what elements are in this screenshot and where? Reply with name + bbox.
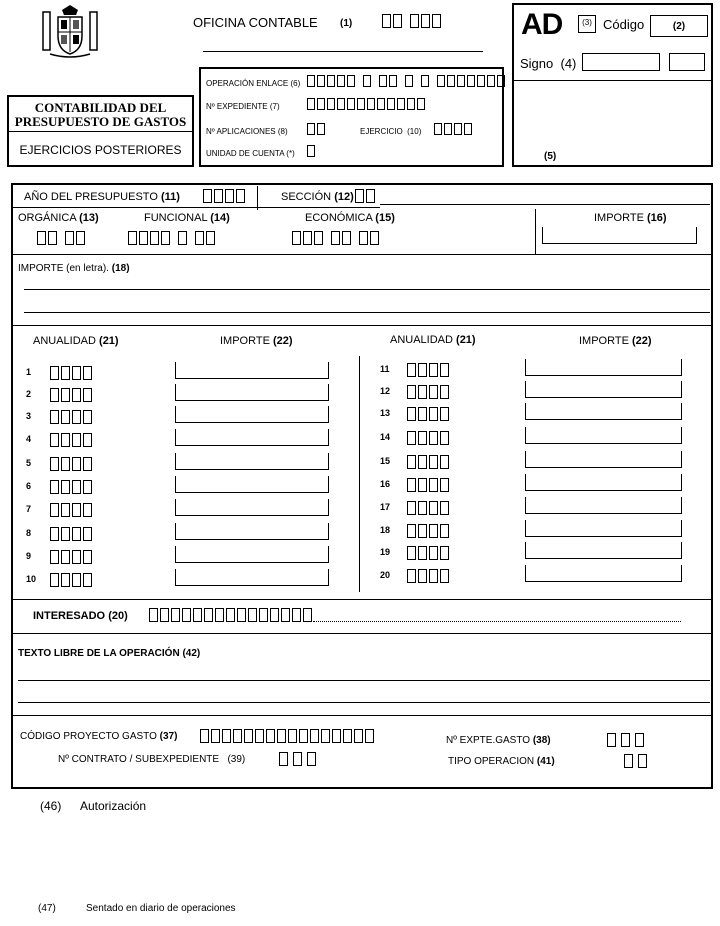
organica-label: ORGÁNICA (13) bbox=[18, 212, 99, 224]
annuity-year-boxes[interactable] bbox=[50, 550, 92, 564]
importe-right-label: IMPORTE (22) bbox=[579, 335, 652, 347]
annuity-row-number: 4 bbox=[26, 434, 32, 444]
texto-libre-line-2[interactable] bbox=[18, 702, 710, 703]
economica-boxes[interactable] bbox=[292, 231, 379, 245]
expte-gasto-label: Nº EXPTE.GASTO (38) bbox=[446, 735, 551, 746]
annuity-row-number: 1 bbox=[26, 367, 32, 377]
texto-libre-label: TEXTO LIBRE DE LA OPERACIÓN (42) bbox=[18, 648, 201, 659]
op-enlace-boxes[interactable] bbox=[307, 75, 505, 87]
signo-input-1[interactable] bbox=[582, 53, 660, 71]
funcional-label: FUNCIONAL (14) bbox=[144, 212, 230, 224]
annuity-row-number: 2 bbox=[26, 389, 32, 399]
seccion-label: SECCIÓN (12) bbox=[281, 191, 354, 203]
annuity-importe-input[interactable] bbox=[525, 359, 682, 376]
contabilidad-title-2: PRESUPUESTO DE GASTOS bbox=[14, 114, 187, 129]
annuity-importe-input[interactable] bbox=[525, 474, 682, 491]
oficina-contable-label: OFICINA CONTABLE bbox=[193, 15, 318, 30]
annuity-importe-input[interactable] bbox=[525, 565, 682, 582]
annuity-row-number: 20 bbox=[380, 570, 391, 580]
importe-letra-line-2[interactable] bbox=[24, 312, 710, 313]
anualidad-left-label: ANUALIDAD (21) bbox=[33, 335, 119, 347]
annuity-row-number: 11 bbox=[380, 364, 390, 374]
annuity-year-boxes[interactable] bbox=[50, 480, 92, 494]
ejercicio-boxes[interactable] bbox=[434, 123, 472, 135]
annuity-importe-input[interactable] bbox=[175, 546, 329, 563]
annuity-year-boxes[interactable] bbox=[50, 573, 92, 587]
sentado-ref: (47) bbox=[38, 903, 56, 914]
signo-label: Signo (4) bbox=[520, 56, 577, 71]
annuity-row-number: 5 bbox=[26, 458, 32, 468]
annuity-year-boxes[interactable] bbox=[50, 457, 92, 471]
oficina-contable-ref: (1) bbox=[340, 18, 353, 29]
annuity-importe-input[interactable] bbox=[175, 429, 329, 446]
annuity-importe-input[interactable] bbox=[175, 476, 329, 493]
interesado-label: INTERESADO (20) bbox=[33, 610, 128, 622]
annuity-row-number: 3 bbox=[26, 411, 32, 421]
ejercicios-posteriores: EJERCICIOS POSTERIORES bbox=[19, 143, 182, 157]
annuity-year-boxes[interactable] bbox=[407, 524, 449, 538]
autorizacion-label: Autorización bbox=[80, 799, 147, 813]
op-enlace-label: OPERACIÓN ENLACE (6) bbox=[206, 79, 301, 88]
annuity-importe-input[interactable] bbox=[525, 403, 682, 420]
aplicaciones-label: Nº APLICACIONES (8) bbox=[206, 127, 288, 136]
importe-letra-line-1[interactable] bbox=[24, 289, 710, 290]
sentado-label: Sentado en diario de operaciones bbox=[86, 903, 236, 914]
annuity-year-boxes[interactable] bbox=[50, 433, 92, 447]
contrato-label: Nº CONTRATO / SUBEXPEDIENTE (39) bbox=[58, 754, 246, 765]
ad-label: AD bbox=[521, 8, 563, 41]
importe-letra-label: IMPORTE (en letra). (18) bbox=[18, 263, 130, 274]
annuity-importe-input[interactable] bbox=[175, 523, 329, 540]
annuity-importe-input[interactable] bbox=[175, 453, 329, 470]
annuity-year-boxes[interactable] bbox=[50, 388, 92, 402]
funcional-boxes[interactable] bbox=[128, 231, 215, 245]
contabilidad-title-1: CONTABILIDAD DEL bbox=[34, 100, 167, 115]
annuity-year-boxes[interactable] bbox=[407, 546, 449, 560]
annuity-row-number: 8 bbox=[26, 528, 32, 538]
codigo-ref: (2) bbox=[672, 21, 686, 32]
annuity-year-boxes[interactable] bbox=[50, 366, 92, 380]
annuity-row-number: 9 bbox=[26, 551, 32, 561]
annuity-row-number: 18 bbox=[380, 525, 391, 535]
signo-input-2[interactable] bbox=[669, 53, 705, 71]
annuity-importe-input[interactable] bbox=[175, 499, 329, 516]
ad-ref: (3) bbox=[582, 18, 592, 27]
annuity-year-boxes[interactable] bbox=[407, 501, 449, 515]
annuity-year-boxes[interactable] bbox=[407, 478, 449, 492]
annuity-row-number: 10 bbox=[26, 574, 37, 584]
expte-gasto-boxes[interactable] bbox=[607, 733, 644, 747]
annuity-row-number: 15 bbox=[380, 456, 391, 466]
annuity-importe-input[interactable] bbox=[525, 427, 682, 444]
annuity-row-number: 7 bbox=[26, 504, 32, 514]
importe-16-input[interactable] bbox=[542, 227, 697, 244]
annuity-importe-input[interactable] bbox=[175, 406, 329, 423]
annuity-importe-input[interactable] bbox=[525, 381, 682, 398]
annuity-year-boxes[interactable] bbox=[407, 455, 449, 469]
unidad-cuenta-box[interactable] bbox=[307, 145, 315, 157]
annuity-year-boxes[interactable] bbox=[407, 363, 449, 377]
importe-left-label: IMPORTE (22) bbox=[220, 335, 293, 347]
tipo-operacion-label: TIPO OPERACION (41) bbox=[448, 756, 555, 767]
autorizacion-ref: (46) bbox=[40, 799, 62, 813]
unidad-cuenta-label: UNIDAD DE CUENTA (*) bbox=[206, 149, 295, 158]
aplicaciones-boxes[interactable] bbox=[307, 123, 325, 135]
annuity-year-boxes[interactable] bbox=[407, 385, 449, 399]
interesado-boxes[interactable] bbox=[149, 608, 312, 622]
annuity-row-number: 19 bbox=[380, 547, 391, 557]
annuity-row-number: 12 bbox=[380, 386, 391, 396]
ano-presupuesto-boxes[interactable] bbox=[203, 189, 245, 203]
expediente-boxes[interactable] bbox=[307, 98, 425, 110]
annuity-row-number: 17 bbox=[380, 502, 391, 512]
codigo-label: Código bbox=[603, 17, 645, 32]
annuity-year-boxes[interactable] bbox=[407, 407, 449, 421]
tipo-operacion-boxes[interactable] bbox=[624, 754, 647, 768]
annuity-importe-input[interactable] bbox=[525, 451, 682, 468]
annuity-year-boxes[interactable] bbox=[50, 503, 92, 517]
seccion-boxes[interactable] bbox=[355, 189, 375, 203]
ano-presupuesto-label: AÑO DEL PRESUPUESTO (11) bbox=[24, 191, 180, 203]
coat-of-arms-icon bbox=[40, 4, 100, 60]
expediente-label: Nº EXPEDIENTE (7) bbox=[206, 102, 280, 111]
annuity-row-number: 6 bbox=[26, 481, 32, 491]
annuity-row-number: 13 bbox=[380, 408, 391, 418]
codigo-proyecto-boxes[interactable] bbox=[200, 729, 374, 743]
ejercicio-label: EJERCICIO (10) bbox=[360, 127, 422, 136]
annuity-importe-input[interactable] bbox=[175, 384, 329, 401]
annuity-row-number: 16 bbox=[380, 479, 391, 489]
annuity-importe-input[interactable] bbox=[525, 520, 682, 537]
annuity-year-boxes[interactable] bbox=[407, 569, 449, 583]
annuity-year-boxes[interactable] bbox=[407, 431, 449, 445]
annuity-year-boxes[interactable] bbox=[50, 410, 92, 424]
annuity-row-number: 14 bbox=[380, 432, 391, 442]
importe-16-label: IMPORTE (16) bbox=[594, 212, 667, 224]
anualidad-right-label: ANUALIDAD (21) bbox=[390, 334, 476, 346]
ref-5: (5) bbox=[544, 151, 557, 162]
oficina-contable-boxes[interactable] bbox=[382, 14, 441, 28]
codigo-proyecto-label: CÓDIGO PROYECTO GASTO (37) bbox=[20, 731, 178, 742]
contrato-boxes[interactable] bbox=[279, 752, 316, 766]
annuity-importe-input[interactable] bbox=[525, 542, 682, 559]
annuity-year-boxes[interactable] bbox=[50, 527, 92, 541]
annuity-importe-input[interactable] bbox=[525, 497, 682, 514]
annuity-importe-input[interactable] bbox=[175, 569, 329, 586]
organica-boxes[interactable] bbox=[37, 231, 85, 245]
annuity-importe-input[interactable] bbox=[175, 362, 329, 379]
texto-libre-line-1[interactable] bbox=[18, 680, 710, 681]
economica-label: ECONÓMICA (15) bbox=[305, 212, 395, 224]
